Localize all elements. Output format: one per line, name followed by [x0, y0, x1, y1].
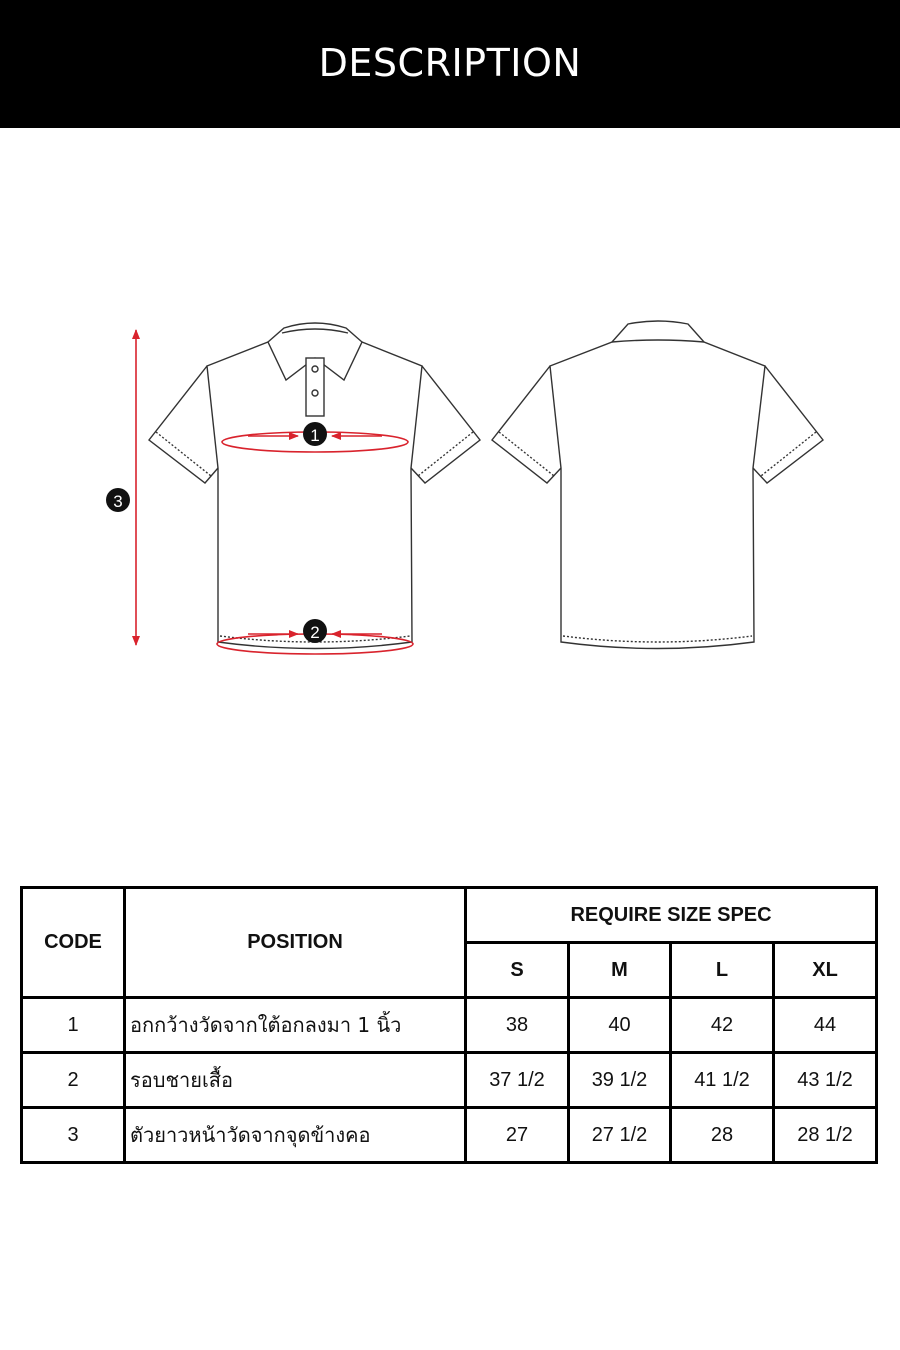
table-header-row	[22, 888, 877, 943]
row-value-s: 38	[466, 998, 569, 1053]
size-l-header: L	[671, 943, 774, 998]
header-bar	[0, 0, 900, 128]
size-m-header: M	[569, 943, 671, 998]
row-position: อกกว้างวัดจากใต้อกลงมา 1 นิ้ว	[125, 998, 466, 1053]
svg-text:1: 1	[310, 426, 320, 445]
shirt-measurement-diagram	[0, 300, 900, 680]
row-value-m: 40	[569, 998, 671, 1053]
table-row	[22, 998, 877, 1053]
row-position: ตัวยาวหน้าวัดจากจุดข้างคอ	[125, 1108, 466, 1163]
marker-2	[303, 619, 327, 643]
code-header: CODE	[22, 888, 125, 998]
size-s-header: S	[466, 943, 569, 998]
row-code: 1	[22, 998, 125, 1053]
front-shirt-icon	[149, 323, 480, 649]
row-code: 3	[22, 1108, 125, 1163]
svg-text:3: 3	[113, 492, 123, 511]
table-row	[22, 1053, 877, 1108]
page-title: DESCRIPTION	[318, 41, 582, 85]
row-value-m: 39 1/2	[569, 1053, 671, 1108]
row-value-xl: 28 1/2	[774, 1108, 877, 1163]
row-value-m: 27 1/2	[569, 1108, 671, 1163]
row-value-xl: 43 1/2	[774, 1053, 877, 1108]
size-xl-header: XL	[774, 943, 877, 998]
row-code: 2	[22, 1053, 125, 1108]
svg-text:2: 2	[310, 623, 320, 642]
back-shirt-icon	[492, 321, 823, 649]
position-header: POSITION	[125, 888, 466, 998]
size-spec-table	[20, 886, 878, 1164]
table-row	[22, 1108, 877, 1163]
row-value-s: 27	[466, 1108, 569, 1163]
row-value-l: 42	[671, 998, 774, 1053]
row-position: รอบชายเสื้อ	[125, 1053, 466, 1108]
row-value-l: 28	[671, 1108, 774, 1163]
size-spec-header: REQUIRE SIZE SPEC	[466, 888, 877, 943]
row-value-s: 37 1/2	[466, 1053, 569, 1108]
marker-1	[303, 422, 327, 446]
marker-3	[106, 488, 130, 512]
row-value-xl: 44	[774, 998, 877, 1053]
row-value-l: 41 1/2	[671, 1053, 774, 1108]
